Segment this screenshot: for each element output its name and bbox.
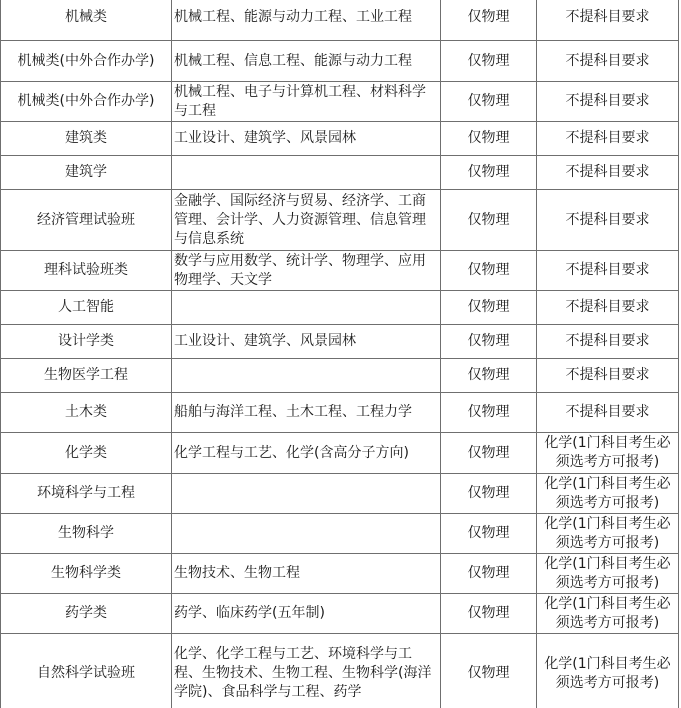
table-row	[1, 190, 679, 251]
elective-requirement-cell: 不提科目要求	[537, 122, 679, 156]
primary-subject-cell: 仅物理	[441, 41, 537, 82]
elective-requirement-cell: 不提科目要求	[537, 41, 679, 82]
elective-requirement-cell: 化学(1门科目考生必须选考方可报考)	[537, 554, 679, 594]
included-majors-cell: 数学与应用数学、统计学、物理学、应用物理学、天文学	[172, 251, 441, 291]
primary-subject-cell: 仅物理	[441, 433, 537, 474]
included-majors-cell: 机械工程、电子与计算机工程、材料科学与工程	[172, 82, 441, 122]
elective-requirement-cell: 不提科目要求	[537, 325, 679, 359]
primary-subject-cell: 仅物理	[441, 359, 537, 393]
elective-requirement-cell: 化学(1门科目考生必须选考方可报考)	[537, 594, 679, 634]
elective-requirement-cell: 不提科目要求	[537, 251, 679, 291]
table-row	[1, 554, 679, 594]
table-row	[1, 594, 679, 634]
included-majors-cell: 化学工程与工艺、化学(含高分子方向)	[172, 433, 441, 474]
major-cell: 机械类(中外合作办学)	[1, 82, 172, 122]
included-majors-cell	[172, 291, 441, 325]
major-cell: 理科试验班类	[1, 251, 172, 291]
included-majors-cell: 机械工程、能源与动力工程、工业工程	[172, 0, 441, 41]
major-cell: 建筑学	[1, 156, 172, 190]
included-majors-cell	[172, 474, 441, 514]
elective-requirement-cell: 不提科目要求	[537, 0, 679, 41]
table-row	[1, 393, 679, 433]
primary-subject-cell: 仅物理	[441, 325, 537, 359]
table-row	[1, 251, 679, 291]
included-majors-cell	[172, 514, 441, 554]
included-majors-cell: 化学、化学工程与工艺、环境科学与工程、生物技术、生物工程、生物科学(海洋学院)、食品科学与工程、药学	[172, 634, 441, 708]
elective-requirement-cell: 不提科目要求	[537, 156, 679, 190]
elective-requirement-cell: 不提科目要求	[537, 190, 679, 251]
elective-requirement-cell: 化学(1门科目考生必须选考方可报考)	[537, 634, 679, 708]
primary-subject-cell: 仅物理	[441, 514, 537, 554]
table-row	[1, 474, 679, 514]
primary-subject-cell: 仅物理	[441, 291, 537, 325]
table-row	[1, 433, 679, 474]
primary-subject-cell: 仅物理	[441, 82, 537, 122]
primary-subject-cell: 仅物理	[441, 393, 537, 433]
major-cell: 机械类	[1, 0, 172, 41]
primary-subject-cell: 仅物理	[441, 634, 537, 708]
included-majors-cell	[172, 359, 441, 393]
included-majors-cell: 船舶与海洋工程、土木工程、工程力学	[172, 393, 441, 433]
included-majors-cell: 工业设计、建筑学、风景园林	[172, 122, 441, 156]
major-cell: 生物科学	[1, 514, 172, 554]
major-cell: 自然科学试验班	[1, 634, 172, 708]
elective-requirement-cell: 不提科目要求	[537, 82, 679, 122]
primary-subject-cell: 仅物理	[441, 474, 537, 514]
included-majors-cell: 机械工程、信息工程、能源与动力工程	[172, 41, 441, 82]
included-majors-cell: 生物技术、生物工程	[172, 554, 441, 594]
primary-subject-cell: 仅物理	[441, 190, 537, 251]
major-cell: 经济管理试验班	[1, 190, 172, 251]
table-row	[1, 41, 679, 82]
table-row	[1, 0, 679, 41]
major-cell: 生物医学工程	[1, 359, 172, 393]
table-row	[1, 634, 679, 708]
included-majors-cell: 药学、临床药学(五年制)	[172, 594, 441, 634]
major-cell: 人工智能	[1, 291, 172, 325]
major-cell: 土木类	[1, 393, 172, 433]
included-majors-cell	[172, 156, 441, 190]
table-row	[1, 82, 679, 122]
major-cell: 环境科学与工程	[1, 474, 172, 514]
table-body	[1, 0, 679, 708]
primary-subject-cell: 仅物理	[441, 156, 537, 190]
table-row	[1, 514, 679, 554]
primary-subject-cell: 仅物理	[441, 594, 537, 634]
major-cell: 机械类(中外合作办学)	[1, 41, 172, 82]
included-majors-cell: 金融学、国际经济与贸易、经济学、工商管理、会计学、人力资源管理、信息管理与信息系统	[172, 190, 441, 251]
elective-requirement-cell: 不提科目要求	[537, 393, 679, 433]
table-row	[1, 359, 679, 393]
major-cell: 建筑类	[1, 122, 172, 156]
elective-requirement-cell: 化学(1门科目考生必须选考方可报考)	[537, 433, 679, 474]
table-row	[1, 122, 679, 156]
major-cell: 生物科学类	[1, 554, 172, 594]
primary-subject-cell: 仅物理	[441, 122, 537, 156]
primary-subject-cell: 仅物理	[441, 554, 537, 594]
included-majors-cell: 工业设计、建筑学、风景园林	[172, 325, 441, 359]
table-row	[1, 156, 679, 190]
elective-requirement-cell: 化学(1门科目考生必须选考方可报考)	[537, 514, 679, 554]
table-row	[1, 325, 679, 359]
primary-subject-cell: 仅物理	[441, 0, 537, 41]
elective-requirement-cell: 化学(1门科目考生必须选考方可报考)	[537, 474, 679, 514]
major-cell: 设计学类	[1, 325, 172, 359]
major-cell: 药学类	[1, 594, 172, 634]
elective-requirement-cell: 不提科目要求	[537, 359, 679, 393]
major-cell: 化学类	[1, 433, 172, 474]
table-row	[1, 291, 679, 325]
primary-subject-cell: 仅物理	[441, 251, 537, 291]
elective-requirement-cell: 不提科目要求	[537, 291, 679, 325]
